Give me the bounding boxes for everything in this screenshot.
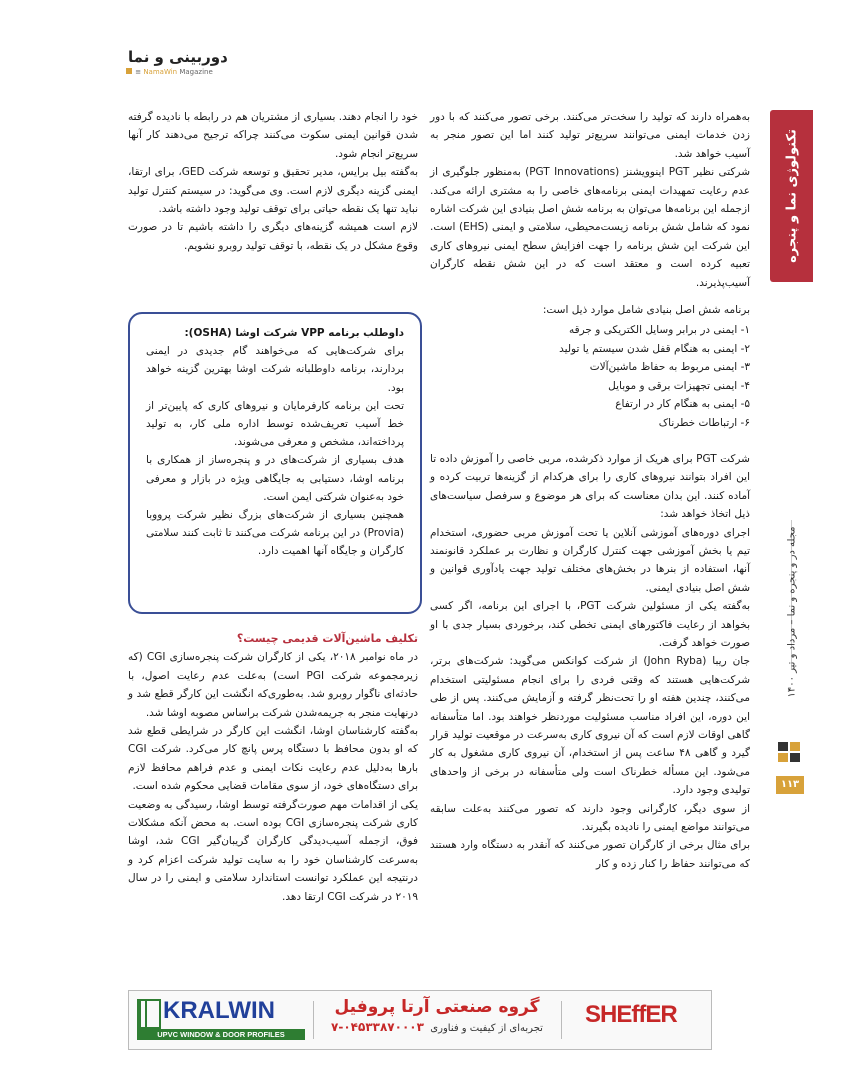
artaa-name: گروه صنعتی آرتا پروفیل (334, 997, 540, 1017)
paragraph: شرکت PGT برای هریک از موارد ذکرشده، مربی خاصی را آموزش داده تا این افراد بتوانند نیروهای کاری را برای هرکدام از گزینه‌ها تربیت کرده و آماده کنند. این بدان معناست که برای هر موضوع و سرفصل سیاست‌های ذیل اتخاذ خواهد شد: (430, 452, 750, 521)
paragraph: به‌گفته کارشناسان اوشا، انگشت این کارگر در شرایطی قطع شد که او بدون محافظ با دستگاه پرس پانچ کار می‌کرد. شرکت CGI بارها به‌دلیل عدم رعایت نکات ایمنی و عدم فراهم محافظ لازم برای دستگاه‌های خود، از سوی مقامات قضایی محکوم شده است. (128, 725, 418, 793)
section-label: تکنولوژی نما و پنجره (784, 129, 799, 263)
sheffer-logo (585, 1001, 703, 1039)
article-column-right (430, 108, 750, 873)
paragraph: به‌گفته یکی از مسئولین شرکت PGT، با اجرای این برنامه، اگر کسی بخواهد از رعایت فاکتورهای ایمنی تخطی کند، برخوردی بسیار جدی با او صورت خواهد گرفت. (430, 600, 750, 649)
magazine-logo (128, 48, 228, 80)
sheffer-name: SHEffER (585, 1001, 677, 1028)
kralwin-tagline: UPVC WINDOW & DOOR PROFILES (137, 1029, 305, 1040)
list-item: ۲- ایمنی به هنگام قفل شدن سیستم یا تولید (559, 342, 750, 355)
artaa-phone: ۰۴۵۳۳۸۷۰۰۰۳-۷ (331, 1020, 424, 1034)
section-tab (770, 110, 813, 282)
kralwin-name: KRALWIN (163, 997, 275, 1024)
artaa-profile-block (321, 995, 553, 1037)
paragraph: از سوی دیگر، کارگرانی وجود دارند که تصور می‌کنند به‌علت سابقه می‌توانند مواضع ایمنی را نادیده بگیرند. (430, 802, 750, 834)
list-item: ۳- ایمنی مربوط به حفاظ ماشین‌آلات (589, 361, 750, 374)
logo-en-brand: NamaWin (143, 68, 178, 76)
logo-english-text (128, 68, 220, 76)
logo-en-suffix: Magazine (179, 68, 213, 76)
article-column-left-top (128, 108, 418, 255)
safety-principles-list (430, 321, 750, 431)
osha-vpp-box (128, 312, 422, 614)
window-icon (137, 999, 161, 1029)
ad-divider (561, 1001, 562, 1039)
article-column-left-bottom (128, 630, 418, 906)
box-title: داوطلب برنامه VPP شرکت اوشا (OSHA): (184, 327, 404, 339)
paragraph: برای مثال برخی از کارگران تصور می‌کنند که آنقدر به دستگاه وارد هستند که می‌توانند حفاظ را کنار زده و کار (430, 839, 750, 870)
paragraph: جان ریبا (John Ryba) از شرکت کوانکس می‌گوید: شرکت‌های برتر، شرکت‌هایی هستند که وقتی فردی را برای انجام مسئولیتی استخدام می‌کنند، چندین هفته او را تحت‌نظر گرفته و آزمایش می‌کنند. پس از طی این دوره، این افراد مناسب مسئولیت موردنظر خواهند بود. اما متأسفانه گاهی اوقات لازم است که آن نیروی کاری به‌سرعت در موقعیت تولید قرار گیرد و گاهی ۴۸ ساعت پس از استخدام، آن نیروی کاری مشغول به کار می‌شود. این مسأله خطرناک است ولی متأسفانه در برخی از واحدهای تولیدی وجود دارد. (430, 655, 750, 797)
paragraph: خود را انجام دهند. بسیاری از مشتریان هم در رابطه با نادیده گرفته شدن قوانین ایمنی سکوت می‌کنند چراکه ترجیح می‌دهند کار آنها سریع‌تر انجام شود. (128, 111, 418, 160)
paragraph: یکی از اقدامات مهم صورت‌گرفته توسط اوشا، رسیدگی به وضعیت کاری شرکت پنجره‌سازی CGI بوده است. به محض آنکه مشکلات فوق، ازجمله آسیب‌دیدگی کارگران گریبان‌گیر CGI شد، اوشا به‌سرعت کارشناسان خود را به سایت تولید شرکت اعزام کرد و درنتیجه این عملکرد توانست استاندارد سلامتی و ایمنی را در سال ۲۰۱۹ در شرکت CGI ارتقا دهد. (128, 798, 418, 903)
artaa-tagline-row (321, 1019, 553, 1037)
list-item: ۶- ارتباطات خطرناک (658, 416, 750, 429)
box-paragraph: هدف بسیاری از شرکت‌های در و پنجره‌ساز از همکاری با برنامه اوشا، دستیابی به جایگاهی ویژه در بازار و معرفی خود به‌عنوان شرکتی ایمن است. (146, 454, 404, 503)
magazine-grid-icon (778, 742, 802, 764)
paragraph: لازم است همیشه گزینه‌های دیگری را داشته باشیم تا در صورت وقوع مشکل در یک نقطه، با توقف تولید روبرو نشویم. (128, 221, 418, 252)
paragraph: در ماه نوامبر ۲۰۱۸، یکی از کارگران شرکت پنجره‌سازی CGI (که زیرمجموعه شرکت PGI است) به‌علت عدم رعایت اصول، با حادثه‌ای ناگوار روبرو شد. به‌طوری‌که انگشت این کارگر قطع شد و درنهایت منجر به جریمه‌شدن شرکت براساس مصوبه اوشا شد. (128, 651, 419, 719)
list-item: ۴- ایمنی تجهیزات برقی و موبایل (608, 379, 750, 392)
ad-divider (313, 1001, 314, 1039)
paragraph: شرکتی نظیر PGT اینوویشنز (PGT Innovations) به‌منظور جلوگیری از عدم رعایت تمهیدات ایمنی برنامه‌های خاصی را به مشتری ارائه می‌کند. ازجمله این برنامه‌ها می‌توان به برنامه شش اصل بنیادی این شرکت اشاره نمود که شامل شش برنامه زیست‌محیطی، سلامتی و ایمنی (EHS) است. این شرکت این شش برنامه را جهت افزایش سطح ایمنی نیروهای کاری تعبیه کرده است و معتقد است که در این شش نقطه کارگران آسیب‌پذیرند. (430, 166, 750, 289)
box-paragraph: برای شرکت‌هایی که می‌خواهند گام جدیدی در ایمنی بردارند، برنامه داوطلبانه شرکت اوشا بهترین گزینه خواهد بود. (146, 345, 404, 394)
list-intro: برنامه شش اصل بنیادی شامل موارد ذیل است: (542, 304, 750, 317)
artaa-tagline: تجربه‌ای از کیفیت و فناوری (430, 1023, 543, 1034)
box-paragraph: همچنین بسیاری از شرکت‌های بزرگ نظیر شرکت پرووبا (Provia) در این برنامه شرکت می‌کنند تا ثابت کنند سلامتی کارگران و جایگاه آنها اهمیت دارد. (146, 509, 404, 558)
paragraph: به‌گفته بیل برایس، مدیر تحقیق و توسعه شرکت GED، برای ارتقا، ایمنی گزینه دیگری لازم است. وی می‌گوید: در سیستم کنترل تولید نباید تنها یک نقطه حیاتی برای توقف تولید وجود داشته باشد. (128, 166, 418, 216)
advertisement-banner[interactable] (128, 990, 712, 1050)
logo-en-prefix: ≡ (135, 68, 142, 76)
list-item: ۱- ایمنی در برابر وسایل الکتریکی و جرقه (568, 324, 750, 337)
logo-persian-text: دوربینی و نما (128, 48, 228, 66)
page-number: ۱۱۳ (776, 776, 804, 794)
box-paragraph: تحت این برنامه کارفرمایان و نیروهای کاری که پایین‌تر از خط آسیب تعریف‌شده توسط اداره ملی کار، به تولید پرداخته‌اند، مشخص و معرفی می‌شوند. (146, 399, 404, 449)
paragraph: به‌همراه دارند که تولید را سخت‌تر می‌کنند. برخی تصور می‌کنند که با دور زدن خدمات ایمنی می‌توانند سریع‌تر تولید کنند اما این تصور منجر به آسیب خواهد شد. (430, 111, 750, 160)
paragraph: اجرای دوره‌های آموزشی آنلاین یا تحت آموزش مربی حضوری، استخدام تیم یا بخش آموزشی جهت کنترل کارگران و نظارت بر عملکرد قانونمند آنها، استفاده از بنرها در بخش‌های مختلف تولید جهت یادآوری قوانین و شش اصل بنیادی ایمنی. (430, 526, 750, 594)
list-item: ۵- ایمنی به هنگام کار در ارتفاع (615, 398, 750, 411)
kralwin-logo (137, 999, 305, 1041)
section-heading: تکلیف ماشین‌آلات قدیمی چیست؟ (236, 632, 418, 645)
issue-label: مجله در و پنجره و نما – مرداد و تیر ۱۴۰۰ (786, 526, 798, 698)
